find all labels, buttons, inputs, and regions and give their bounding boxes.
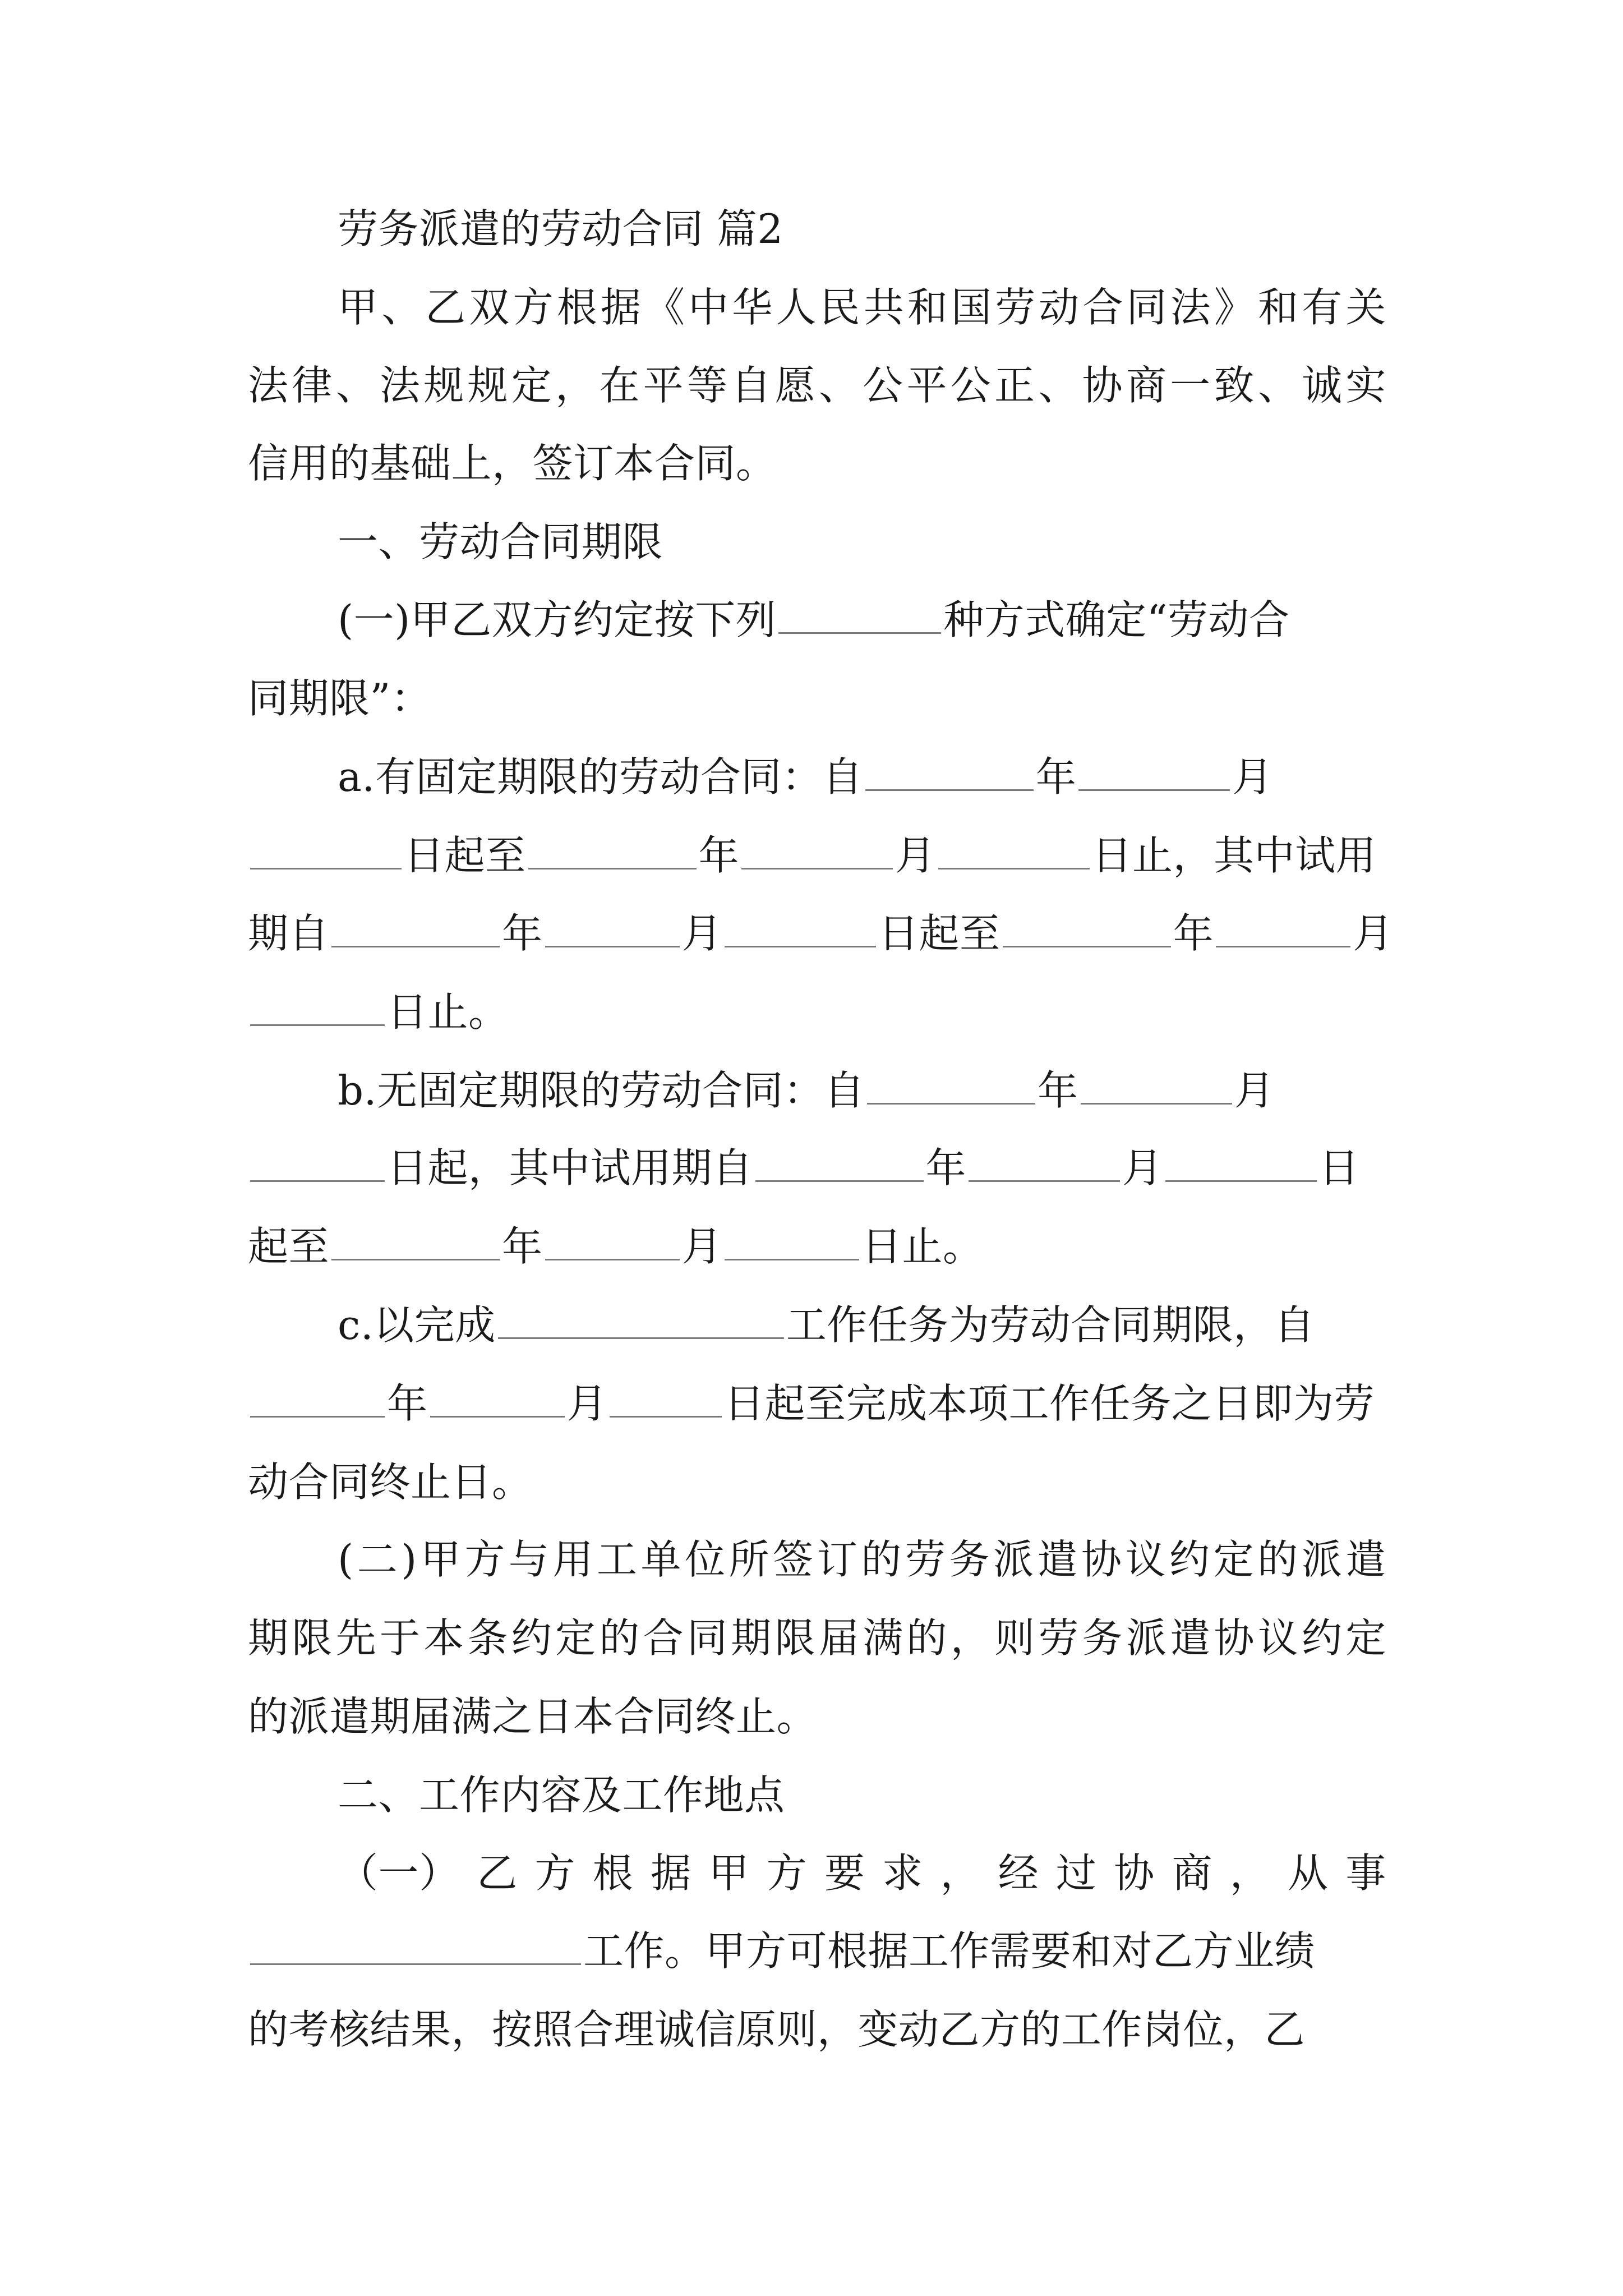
s2-p1-line-1 [338,1839,1386,1907]
text-char: 工 [596,1536,638,1583]
text-char: 本 [423,1614,464,1662]
text-char: 条 [467,1614,508,1662]
blank-day[interactable] [250,1135,385,1182]
intro-line-3: 信用的基础上，签订本合同。 [248,440,777,487]
text-char: 和 [1257,284,1299,331]
item-a-line-3: 期自 年 月 日起至 年 月 [248,900,1386,967]
text-char: 平 [906,362,947,409]
text-char: 约 [511,1614,552,1662]
text-char: 议 [1125,1536,1166,1583]
text-char: 议 [1257,1614,1299,1662]
blank-year[interactable] [865,744,1034,791]
text-char: 劳 [905,1536,946,1583]
blank-year[interactable] [331,1214,500,1260]
text-char: 和 [907,284,948,331]
s1-p2-line-2 [248,1604,1386,1672]
blank-year[interactable] [331,901,500,947]
blank-month[interactable] [545,1214,680,1260]
text-token: 要 [824,1849,865,1897]
text-char: 一 [1170,362,1211,409]
text-token: 根 [592,1849,634,1897]
text-char: 民 [819,284,861,331]
text-token: 乙 [477,1849,518,1897]
blank-month[interactable] [741,823,893,869]
text-char: 在 [599,362,640,409]
text-char: 与 [508,1536,550,1583]
text-char: 律 [292,362,333,409]
text-char: 于 [379,1614,421,1662]
text-char: 用 [552,1536,593,1583]
text-char: ( [338,1536,354,1583]
blank-year[interactable] [867,1058,1035,1105]
blank-month[interactable] [1216,901,1350,947]
item-c-line-1: c.以完成 工作任务为劳动合同期限，自 [338,1291,1386,1359]
blank-day[interactable] [938,823,1090,869]
blank-month[interactable] [1078,744,1230,791]
blank-day[interactable] [610,1371,722,1418]
s1-p2-line-1 [338,1526,1386,1593]
text-char: 届 [818,1614,860,1662]
item-a-line-4: 日止。 [248,978,1386,1046]
text-char: 限 [292,1614,333,1662]
item-b-line-1: b.无固定期限的劳动合同：自 年 月 [338,1057,1386,1124]
text-char: 、 [381,284,422,331]
text-char: 法 [248,362,289,409]
blank-year[interactable] [1003,901,1171,947]
text-char: 先 [335,1614,377,1662]
text-char: 商 [1126,362,1167,409]
text-char: ) [401,1536,417,1583]
text-char: 定 [1345,1614,1386,1662]
s1-p1-line-1: (一)甲乙双方约定按下列 种方式确定“劳动合 [338,586,1386,654]
text-char: 合 [643,1614,684,1662]
text-char: 关 [1345,284,1386,331]
text-char: 法 [1170,284,1211,331]
intro-line-2 [248,352,1386,419]
text-char: 劳 [995,284,1036,331]
text-token: 从 [1287,1849,1329,1897]
text-char: 诚 [1302,362,1343,409]
text-char: 则 [994,1614,1035,1662]
text-char: 平 [643,362,684,409]
text-char: 》 [1214,284,1255,331]
text-char: 期 [731,1614,772,1662]
text-char: 的 [599,1614,640,1662]
text-char: 约 [1302,1614,1343,1662]
text-token: ， [1229,1849,1271,1897]
text-char: 有 [1302,284,1343,331]
blank-month[interactable] [1081,1058,1232,1105]
blank-job[interactable] [250,1918,581,1965]
blank-year[interactable] [755,1135,924,1182]
text-char: 满 [863,1614,903,1662]
intro-line-1 [338,274,1386,341]
text-char: 根 [556,284,598,331]
text-char: 位 [685,1536,726,1583]
text-char: 甲 [338,284,379,331]
text-char: 公 [863,362,903,409]
text-char: 据 [600,284,642,331]
text-char: 派 [1301,1536,1343,1583]
text-char: 中 [688,284,729,331]
s2-p1-line-2: 工作。甲方可根据工作需要和对乙方业绩 [248,1917,1386,1985]
text-char: 的 [1257,1536,1298,1583]
text-char: 、 [1038,362,1079,409]
text-char: 合 [1082,284,1123,331]
text-char: 国 [951,284,992,331]
text-char: 遣 [1037,1536,1078,1583]
text-char: 人 [776,284,817,331]
text-char: 的 [861,1536,902,1583]
text-token: 求 [882,1849,923,1897]
text-char: 法 [379,362,421,409]
text-char: 甲 [420,1536,462,1583]
text-token: 协 [1114,1849,1155,1897]
blank-day[interactable] [725,1214,859,1260]
text-char: 订 [817,1536,858,1583]
text-token: ， [940,1849,981,1897]
text-char: 定 [555,1614,596,1662]
text-char: 协 [1081,1536,1122,1583]
text-char: 方 [464,1536,505,1583]
item-b-line-3: 起至 年 月 日止。 [248,1213,1386,1280]
text-char: 规 [423,362,464,409]
blank-month[interactable] [430,1371,565,1418]
section-2-heading: 二、工作内容及工作地点 [338,1772,785,1819]
text-char: 遣 [1170,1614,1211,1662]
text-char: 共 [863,284,905,331]
s1-p1-line-2: 同期限”： [248,675,432,722]
text-char: 自 [731,362,772,409]
blank-day[interactable] [1165,1135,1317,1182]
blank-day[interactable] [250,979,385,1026]
text-char: 等 [686,362,728,409]
item-b-line-2: 日起，其中试用期自 年 月 日 [248,1134,1386,1202]
text-char: 同 [686,1614,728,1662]
text-token: 过 [1055,1849,1097,1897]
text-char: 协 [1082,362,1123,409]
blank-field[interactable] [778,587,941,634]
text-char: 约 [1169,1536,1210,1583]
text-char: 公 [950,362,992,409]
text-char: 二 [357,1536,398,1583]
document-title: 劳务派遣的劳动合同 篇2 [338,205,783,252]
text-char: 愿 [774,362,816,409]
text-char: 务 [949,1536,990,1583]
text-char: 派 [1126,1614,1167,1662]
blank-year[interactable] [250,1371,385,1418]
text-token: 事 [1345,1849,1386,1897]
text-char: 规 [467,362,508,409]
text-char: 限 [774,1614,816,1662]
text-token: 甲 [708,1849,749,1897]
item-c-line-2: 年 月 日起至完成本项工作任务之日即为劳 [248,1370,1386,1437]
s1-p2-line-3: 的派遣期届满之日本合同终止。 [248,1693,818,1740]
item-c-line-3: 动合同终止日。 [248,1458,533,1506]
blank-day[interactable] [725,901,876,947]
text-char: 动 [1039,284,1080,331]
text-char: 期 [248,1614,289,1662]
blank-month[interactable] [969,1135,1120,1182]
text-char: 的 [906,1614,947,1662]
text-char: 正 [994,362,1035,409]
text-char: 华 [732,284,773,331]
blank-task[interactable] [498,1292,784,1339]
text-char: 乙 [425,284,466,331]
text-char: 遣 [1345,1536,1386,1583]
text-char: 协 [1214,1614,1255,1662]
text-char: 务 [1082,1614,1123,1662]
text-token: 方 [766,1849,808,1897]
text-char: 定 [511,362,552,409]
text-char: 双 [469,284,510,331]
text-char: 单 [640,1536,682,1583]
text-char: 同 [1126,284,1168,331]
text-char: 所 [728,1536,770,1583]
text-char: 派 [993,1536,1034,1583]
text-token: 商 [1172,1849,1212,1897]
text-char: 方 [513,284,554,331]
text-char: 定 [1213,1536,1255,1583]
item-a-line-2: 日起至 年 月 日止，其中试用 [248,822,1386,889]
text-char: 、 [818,362,860,409]
item-a-line-1: a.有固定期限的劳动合同：自 年 月 [338,743,1386,811]
text-char: ， [950,1614,992,1662]
section-1-heading: 一、劳动合同期限 [338,518,663,565]
text-token: （一） [338,1849,460,1897]
blank-month[interactable] [545,901,680,947]
text-char: 、 [1257,362,1299,409]
text-char: 《 [644,284,685,331]
text-char: 签 [773,1536,814,1583]
blank-year[interactable] [528,823,697,869]
text-token: 据 [651,1849,691,1897]
text-char: 劳 [1038,1614,1079,1662]
text-char: 致 [1214,362,1255,409]
blank-day[interactable] [250,823,402,869]
text-token: 经 [998,1849,1039,1897]
text-char: ， [555,362,596,409]
text-char: 实 [1345,362,1386,409]
s2-p1-line-3: 的考核结果，按照合理诚信原则，变动乙方的工作岗位，乙 [248,2006,1306,2053]
text-token: 方 [534,1849,576,1897]
text-char: 、 [335,362,377,409]
